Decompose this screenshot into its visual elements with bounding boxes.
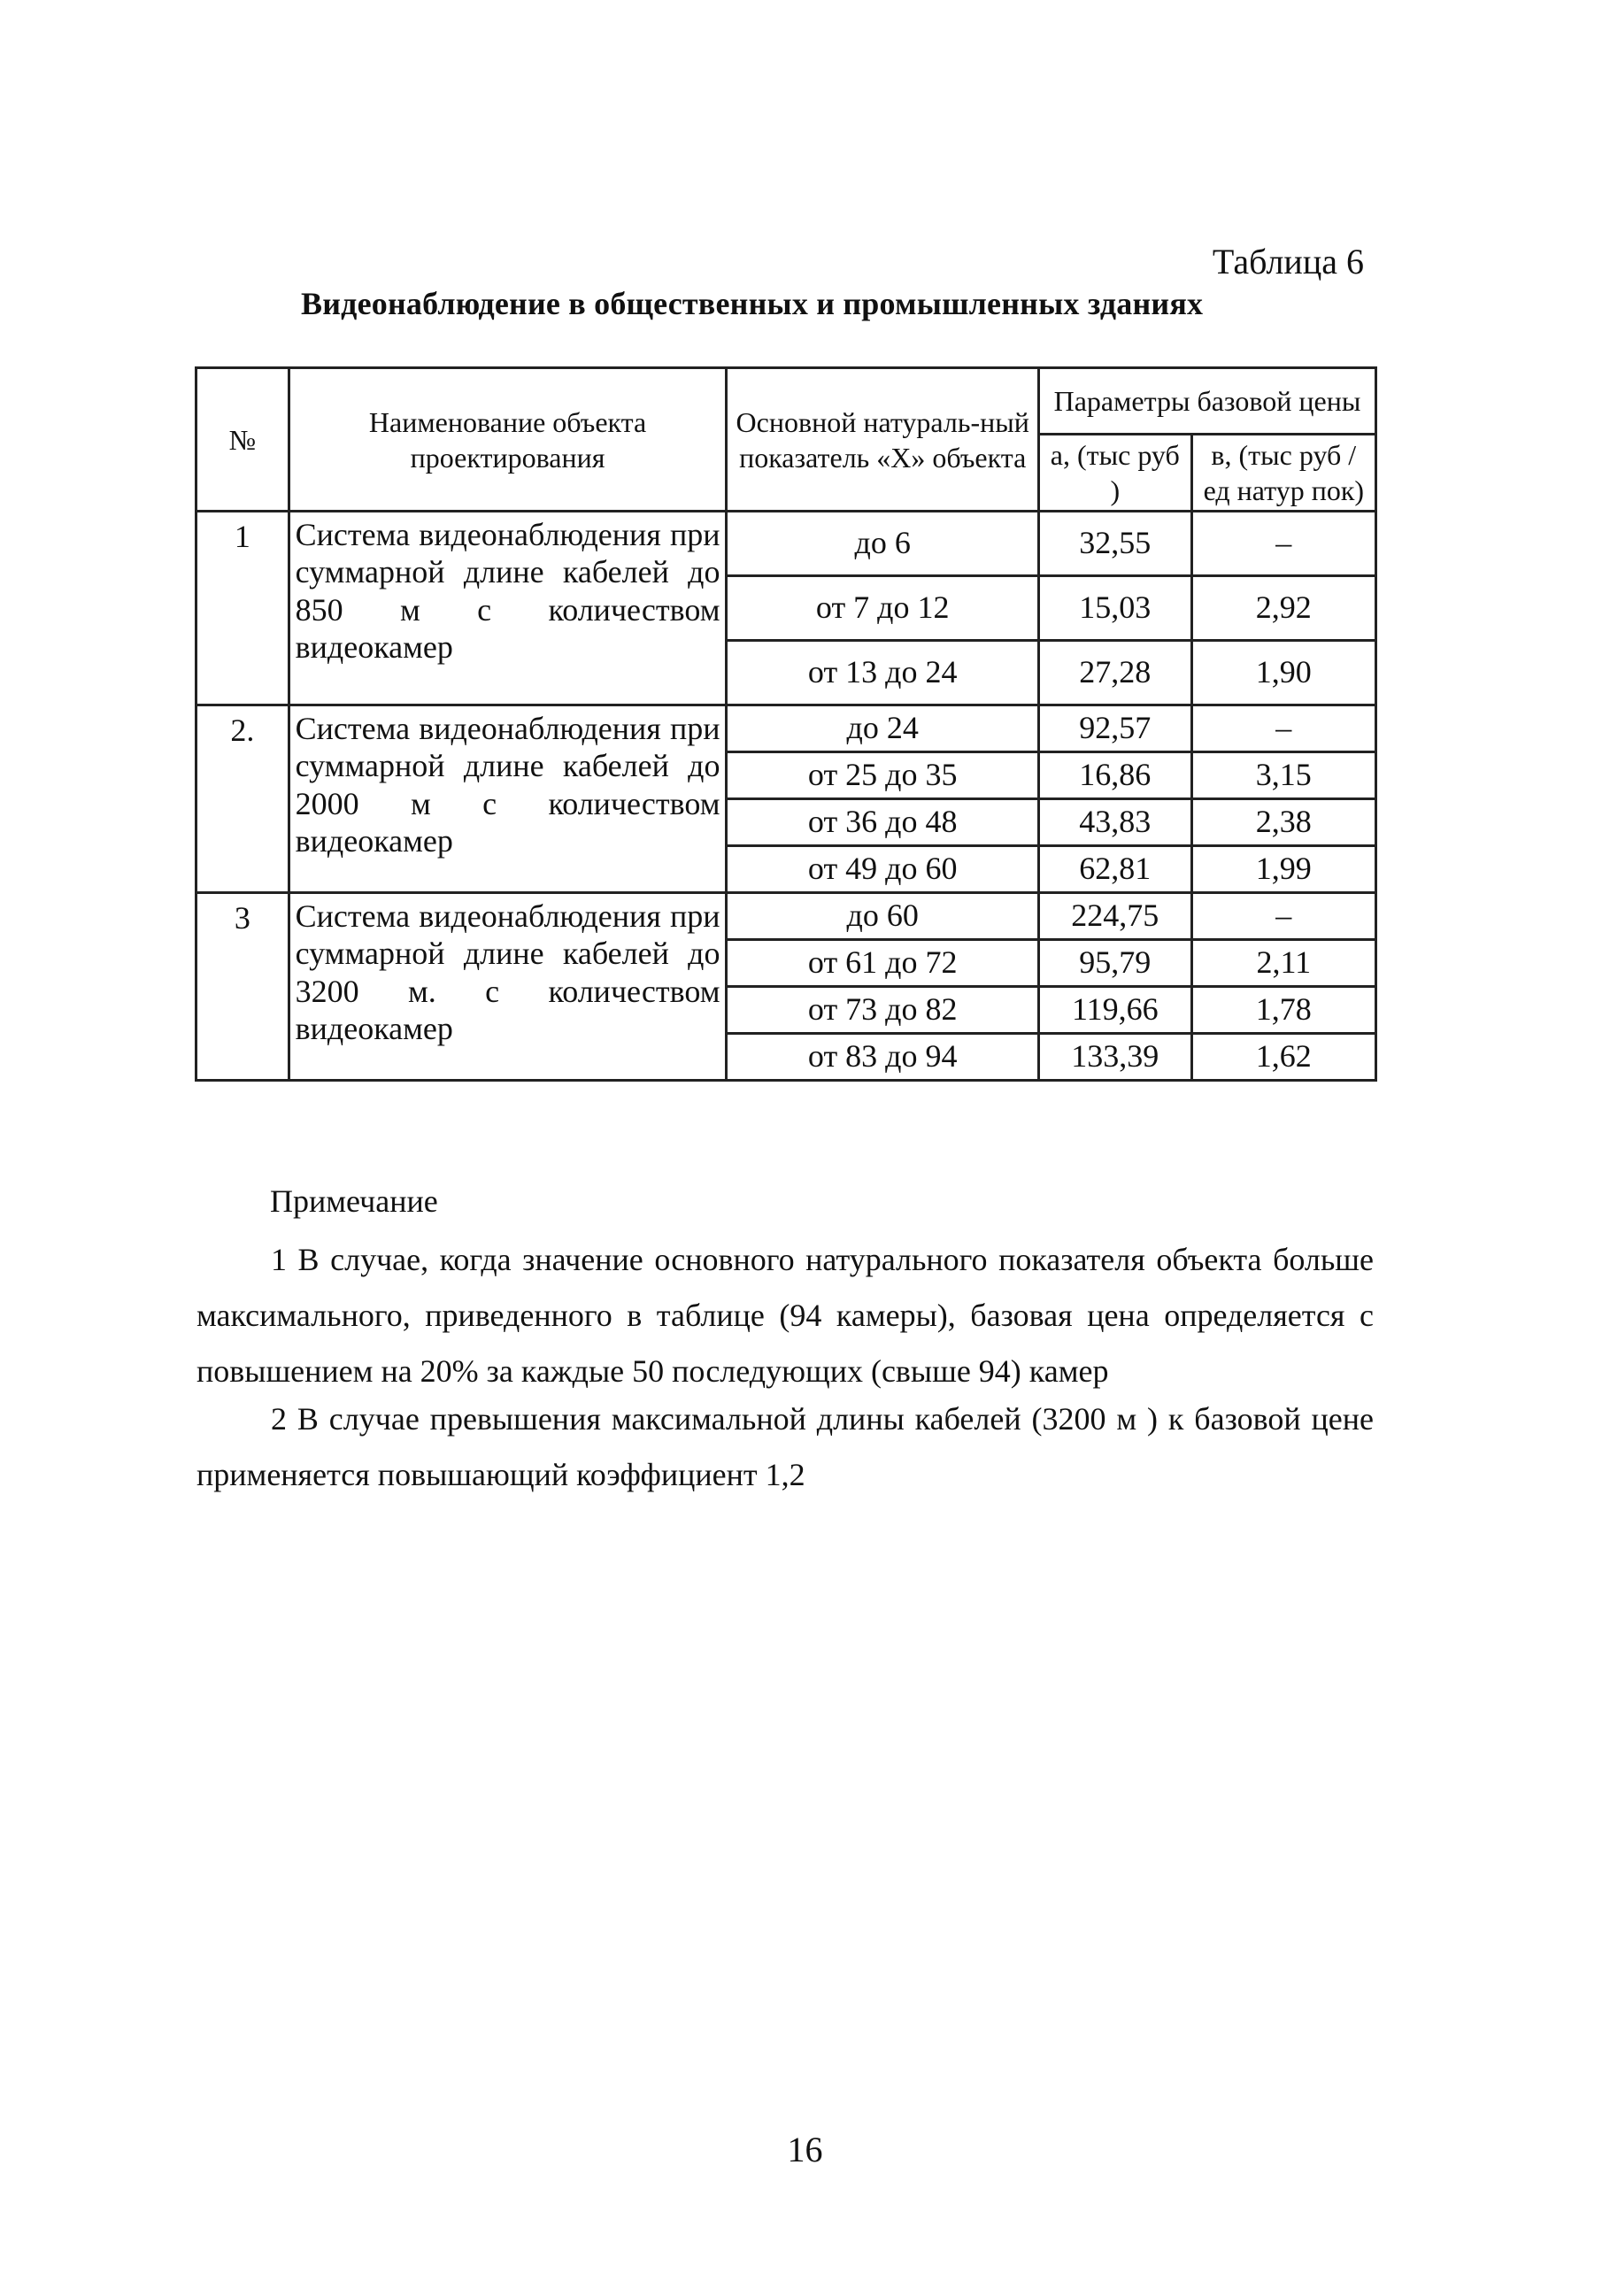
header-params: Параметры базовой цены	[1038, 368, 1375, 435]
table-row	[196, 512, 1376, 576]
table-label: Таблица 6	[1212, 242, 1364, 281]
param-a-value: 95,79	[1038, 940, 1191, 987]
indicator-range: от 61 до 72	[727, 940, 1038, 987]
header-indicator: Основной натураль-ный показатель «X» объекта	[727, 368, 1038, 512]
header-a: а, (тыс руб )	[1038, 435, 1191, 512]
table-row	[196, 893, 1376, 940]
row-number: 3	[196, 893, 289, 1081]
param-a-value: 62,81	[1038, 846, 1191, 893]
param-b-value: –	[1191, 893, 1375, 940]
row-number: 1	[196, 512, 289, 705]
param-a-value: 27,28	[1038, 641, 1191, 705]
indicator-range: от 49 до 60	[727, 846, 1038, 893]
param-a-value: 224,75	[1038, 893, 1191, 940]
object-name: Система видеонаблюдения при суммарной длине кабелей до 3200 м. с количеством видеокамер	[289, 893, 727, 1081]
indicator-range: от 25 до 35	[727, 752, 1038, 799]
indicator-range: от 7 до 12	[727, 576, 1038, 641]
object-name: Система видеонаблюдения при суммарной длине кабелей до 850 м с количеством видеокамер	[289, 512, 727, 705]
table-row	[196, 705, 1376, 752]
object-name: Система видеонаблюдения при суммарной длине кабелей до 2000 м с количеством видеокамер	[289, 705, 727, 893]
param-a-value: 32,55	[1038, 512, 1191, 576]
param-a-value: 15,03	[1038, 576, 1191, 641]
header-no: №	[196, 368, 289, 512]
indicator-range: от 83 до 94	[727, 1034, 1038, 1081]
table-title: Видеонаблюдение в общественных и промышленных зданиях	[301, 286, 1204, 321]
param-b-value: 1,99	[1191, 846, 1375, 893]
row-number: 2.	[196, 705, 289, 893]
param-a-value: 133,39	[1038, 1034, 1191, 1081]
indicator-range: до 24	[727, 705, 1038, 752]
indicator-range: до 6	[727, 512, 1038, 576]
note-item: 1 В случае, когда значение основного натурального показателя объекта больше максимального, приведенного в таблице (94 камеры), базовая цена определяется с повышением на 20% за каждые 50 последующих (свыше 94) камер	[196, 1242, 1374, 1389]
indicator-range: до 60	[727, 893, 1038, 940]
header-b: в, (тыс руб /ед натур пок)	[1191, 435, 1375, 512]
param-b-value: –	[1191, 512, 1375, 576]
param-b-value: 1,62	[1191, 1034, 1375, 1081]
indicator-range: от 13 до 24	[727, 641, 1038, 705]
header-name: Наименование объекта проектирования	[289, 368, 727, 512]
param-b-value: 2,38	[1191, 799, 1375, 846]
param-a-value: 92,57	[1038, 705, 1191, 752]
note-item: 2 В случае превышения максимальной длины кабелей (3200 м ) к базовой цене применяется повышающий коэффициент 1,2	[196, 1401, 1374, 1492]
price-table	[195, 366, 1377, 1082]
param-a-value: 119,66	[1038, 987, 1191, 1034]
param-a-value: 43,83	[1038, 799, 1191, 846]
param-b-value: 3,15	[1191, 752, 1375, 799]
param-b-value: 2,92	[1191, 576, 1375, 641]
indicator-range: от 36 до 48	[727, 799, 1038, 846]
param-a-value: 16,86	[1038, 752, 1191, 799]
param-b-value: 1,90	[1191, 641, 1375, 705]
param-b-value: –	[1191, 705, 1375, 752]
notes-heading: Примечание	[270, 1183, 438, 1219]
header-row-1	[196, 368, 1376, 435]
indicator-range: от 73 до 82	[727, 987, 1038, 1034]
param-b-value: 2,11	[1191, 940, 1375, 987]
page-number: 16	[787, 2130, 823, 2169]
param-b-value: 1,78	[1191, 987, 1375, 1034]
